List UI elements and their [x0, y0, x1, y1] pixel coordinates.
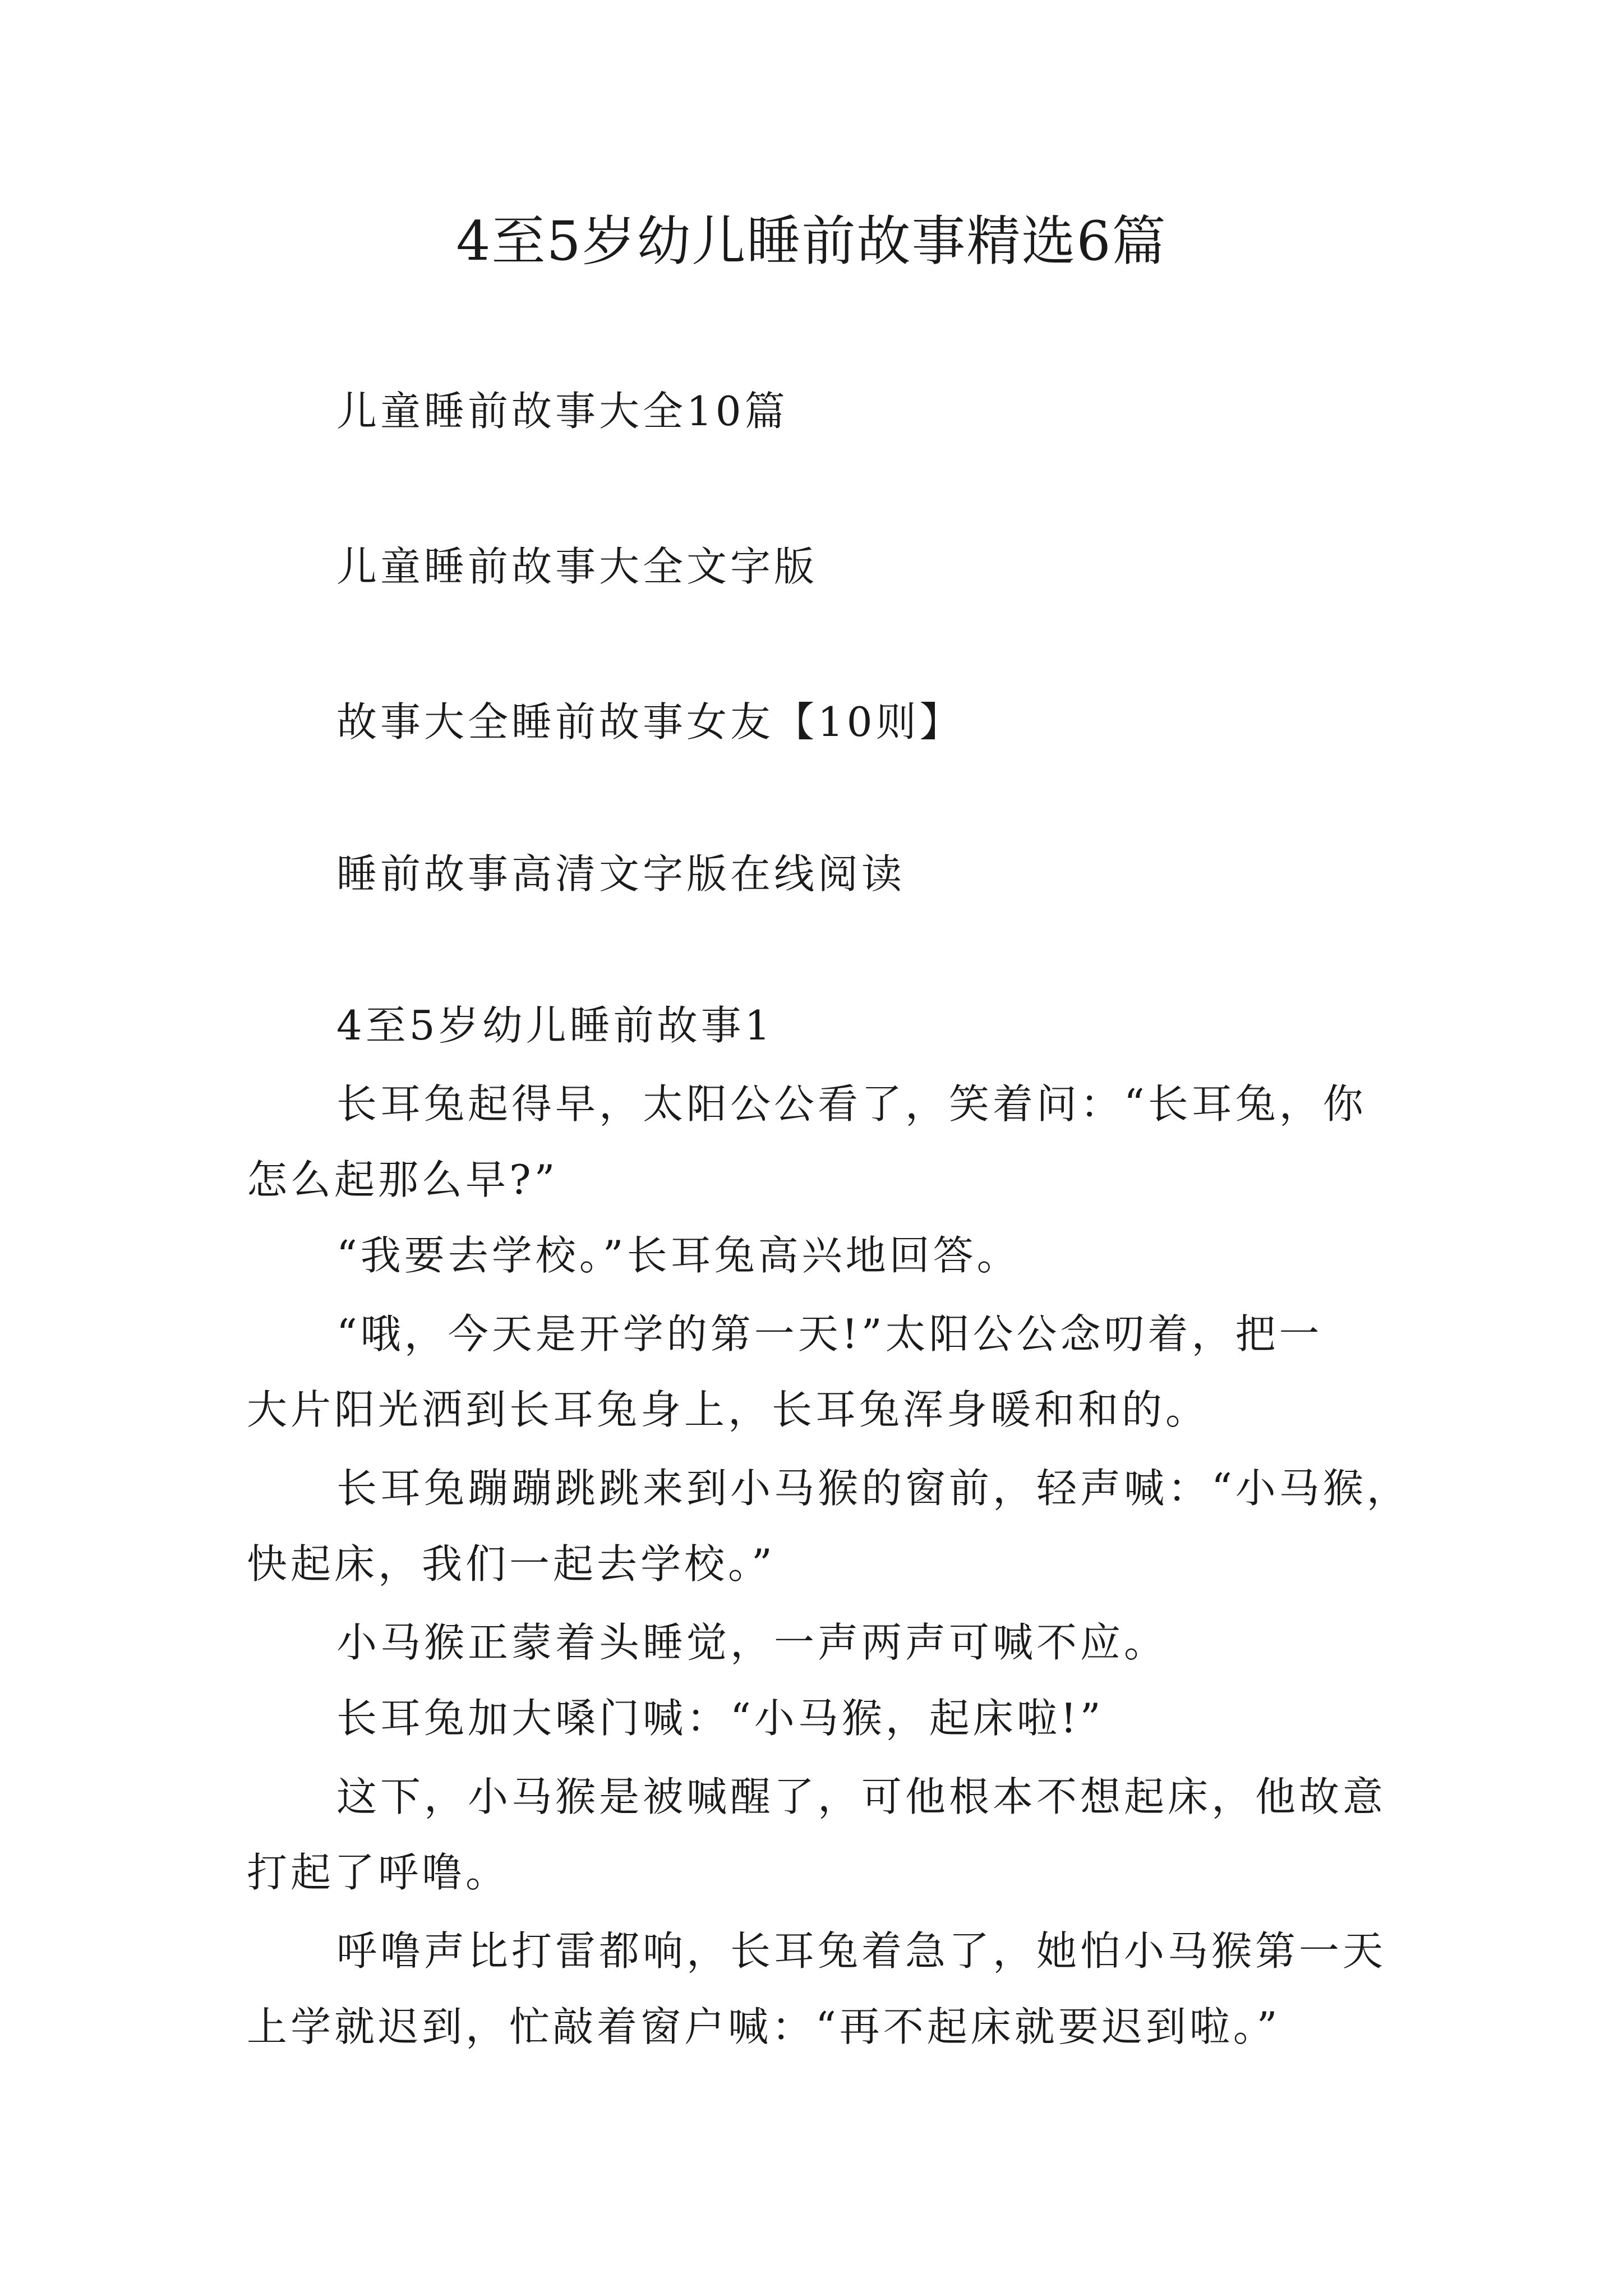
story-line: 长耳兔蹦蹦跳跳来到小马猴的窗前，轻声喊：“小马猴， — [336, 1465, 1410, 1512]
story-line: “哦，今天是开学的第一天!”太阳公公念叨着，把一 — [336, 1310, 1323, 1358]
story-line: 怎么起那么早?” — [247, 1156, 559, 1203]
related-link-3[interactable]: 故事大全睡前故事女友【10则】 — [336, 698, 963, 746]
story-line: 快起床，我们一起去学校。” — [247, 1540, 776, 1588]
story-line: 小马猴正蒙着头睡觉，一声两声可喊不应。 — [336, 1619, 1168, 1666]
related-link-4[interactable]: 睡前故事高清文字版在线阅读 — [336, 850, 906, 898]
page-title: 4至5岁幼儿睡前故事精选6篇 — [456, 210, 1167, 273]
story-line: 这下，小马猴是被喊醒了，可他根本不想起床，他故意 — [336, 1773, 1387, 1820]
related-link-2[interactable]: 儿童睡前故事大全文字版 — [336, 543, 818, 590]
story-line: 大片阳光洒到长耳兔身上，长耳兔浑身暖和和的。 — [247, 1386, 1210, 1433]
story-line: “我要去学校。”长耳兔高兴地回答。 — [336, 1232, 1021, 1279]
story-line: 长耳兔起得早，太阳公公看了，笑着问：“长耳兔，你 — [336, 1080, 1367, 1128]
story-line: 打起了呼噜。 — [247, 1849, 510, 1896]
related-link-1[interactable]: 儿童睡前故事大全10篇 — [336, 388, 789, 435]
story-line: 呼噜声比打雷都响，长耳兔着急了，她怕小马猴第一天 — [336, 1927, 1387, 1975]
story-line: 长耳兔加大嗓门喊：“小马猴，起床啦!” — [336, 1695, 1104, 1742]
story-heading: 4至5岁幼儿睡前故事1 — [336, 1002, 774, 1049]
story-line: 上学就迟到，忙敲着窗户喊：“再不起床就要迟到啦。” — [247, 2003, 1281, 2050]
